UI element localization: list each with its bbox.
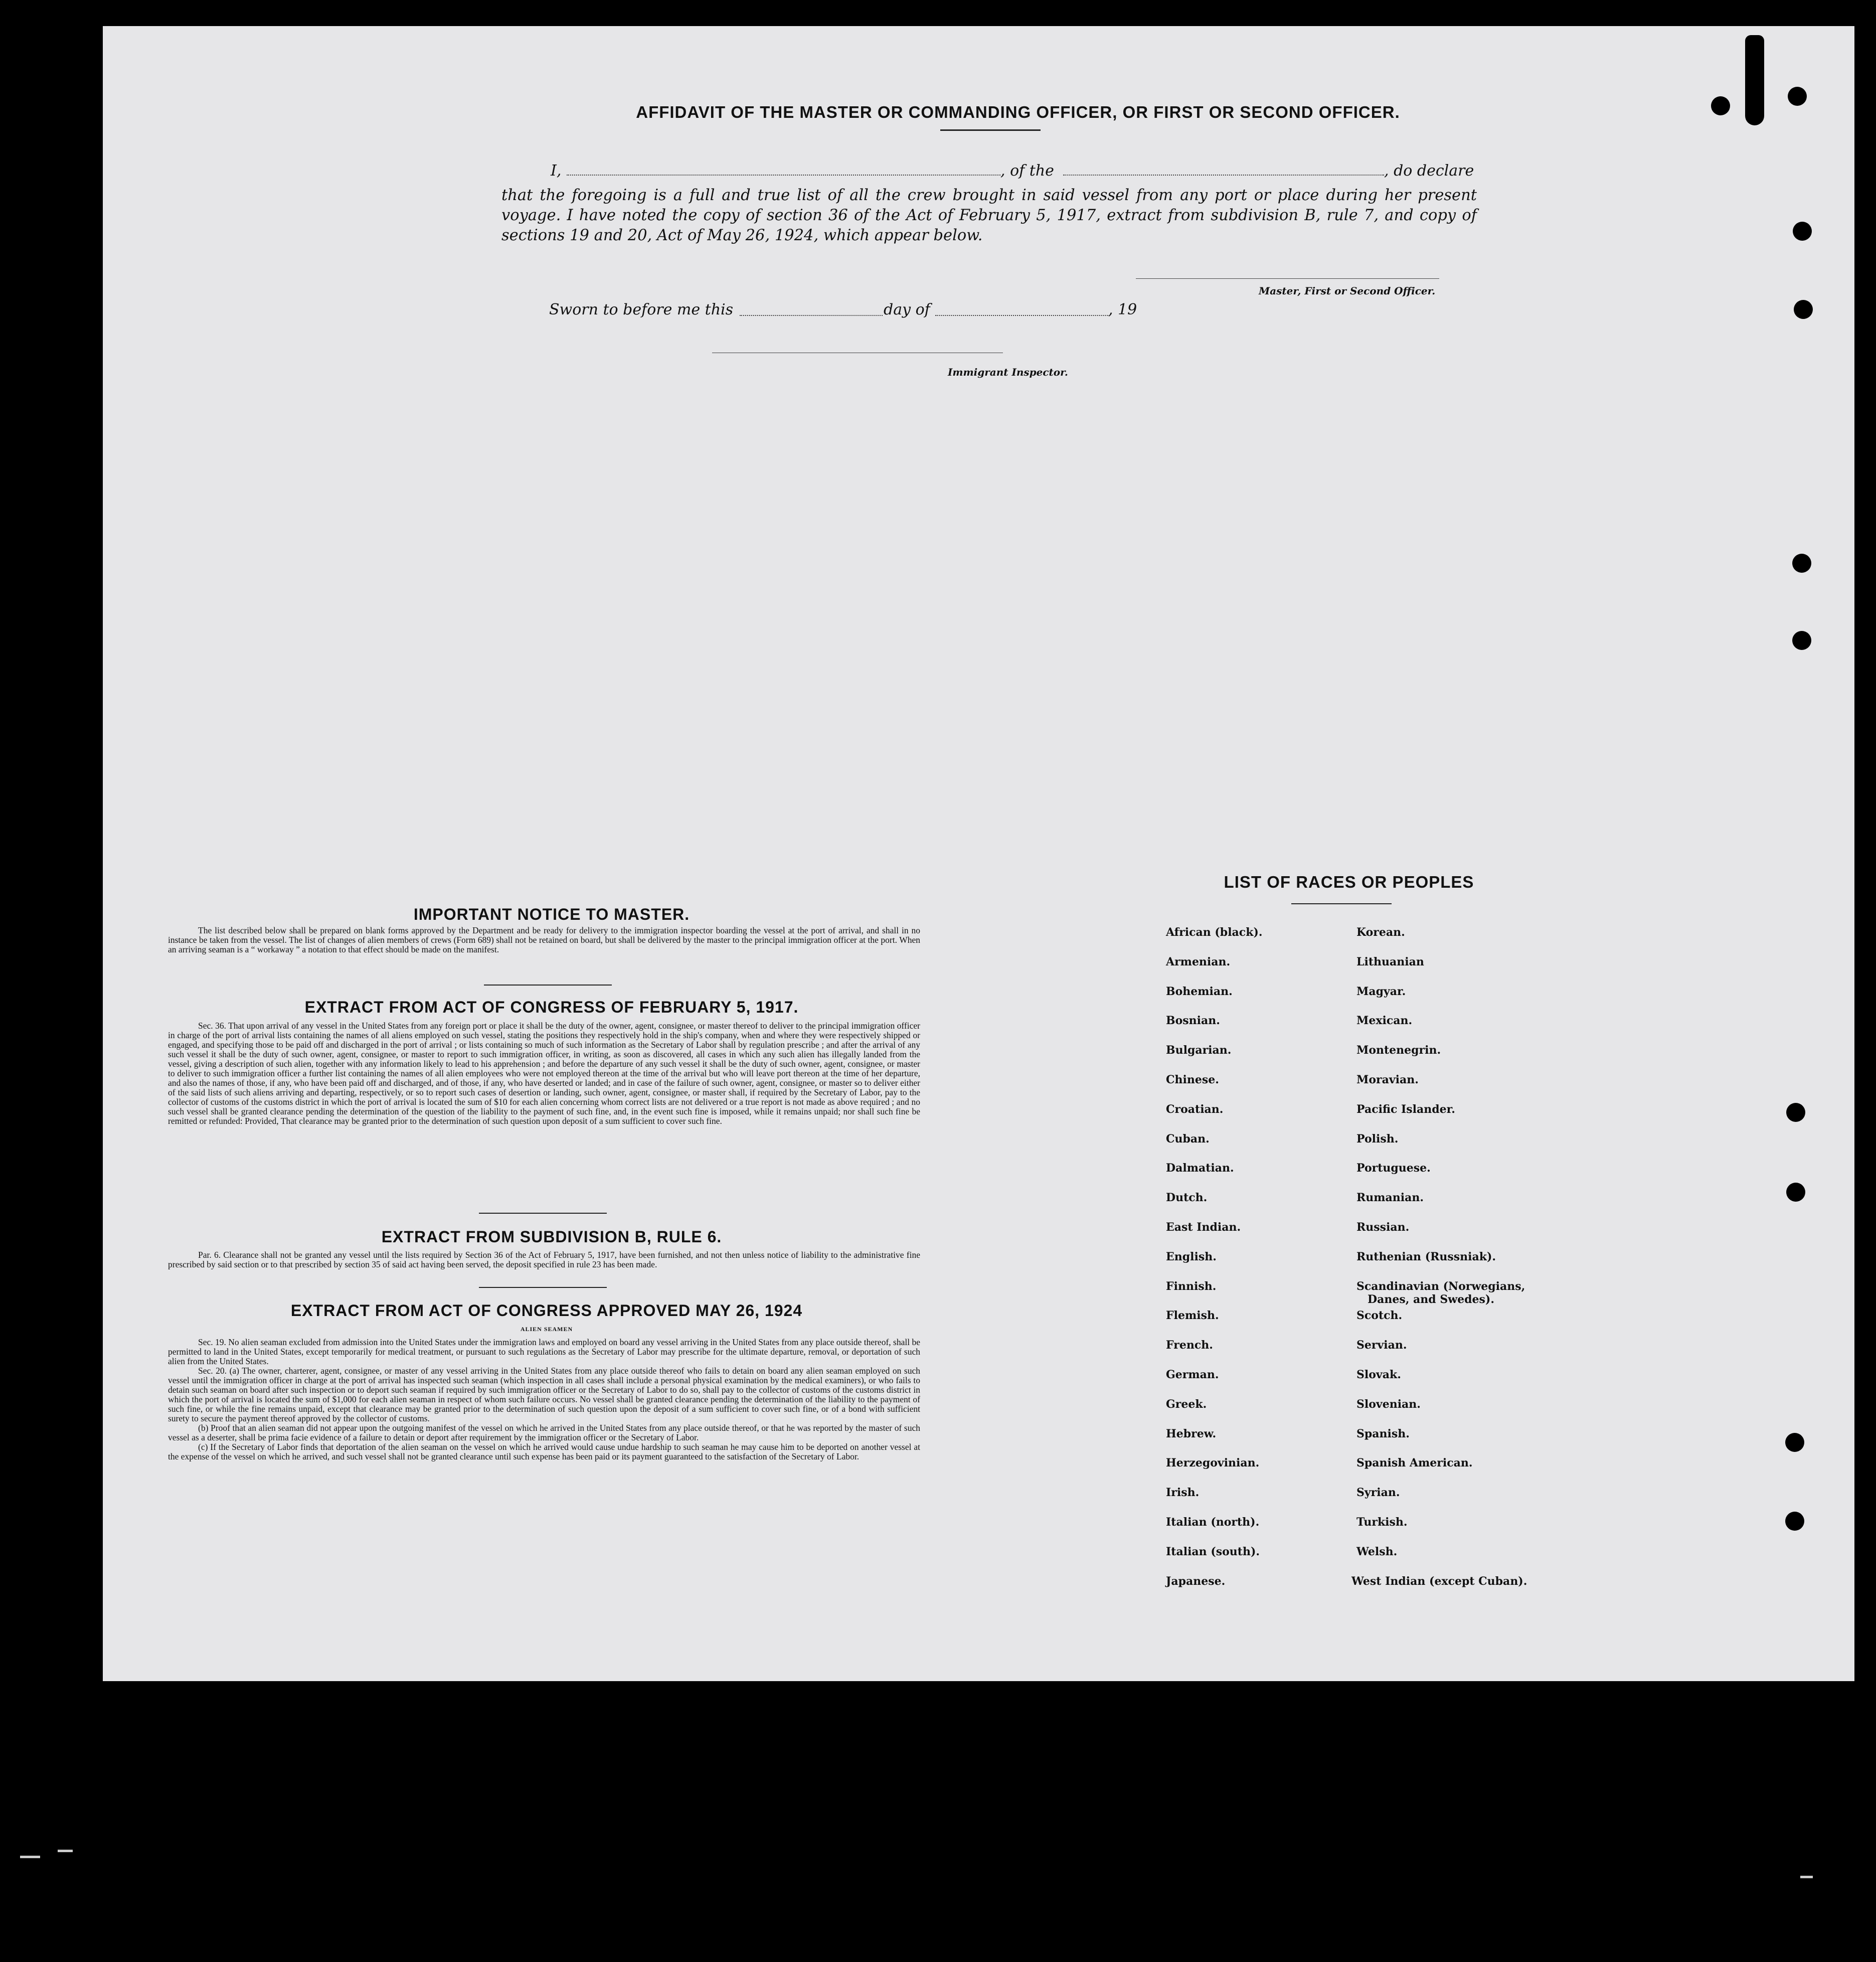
race-right-item: Syrian. [1356,1486,1400,1499]
race-left-item: German. [1166,1368,1219,1381]
affidavit-title: AFFIDAVIT OF THE MASTER OR COMMANDING OFFICER, OR FIRST OR SECOND OFFICER. [636,103,1400,121]
races-title: LIST OF RACES OR PEOPLES [1224,873,1474,891]
punch-hole [1793,222,1812,241]
extract-1924-title: EXTRACT FROM ACT OF CONGRESS APPROVED MAY 26, 1924 [290,1301,803,1320]
race-right-item: Scotch. [1356,1309,1403,1322]
race-left-item: French. [1166,1339,1213,1352]
divider [479,1213,607,1214]
sec20c-text: (c) If the Secretary of Labor finds that deportation of the alien seaman on the vessel on which he arrived would cause undue hardship to such seaman he may cause him to be deported on another vessel at the expense of the vessel on which he arrived, and such vessel shall not be granted clearance until such expense has been paid or its payment guaranteed to the satisfaction of the Secretary of Labor. [168,1442,920,1461]
race-left-item: Dalmatian. [1166,1162,1234,1175]
race-right-item: Slovak. [1356,1368,1401,1381]
race-left-item: Italian (north). [1166,1516,1260,1529]
extract-1917-title: EXTRACT FROM ACT OF CONGRESS OF FEBRUARY 5, 1917. [304,998,799,1016]
race-left-item: Japanese. [1166,1575,1226,1588]
affidavit-i-label: I, [551,162,562,180]
race-right-item: Lithuanian [1356,955,1424,968]
scan-artifact [1800,1876,1813,1878]
race-left-item: Armenian. [1166,955,1231,968]
sworn-day-blank [740,315,883,316]
race-right-item: Montenegrin. [1356,1044,1441,1057]
race-right-item: Mexican. [1356,1014,1413,1027]
sec19-text: Sec. 19. No alien seaman excluded from admission into the United States under the immigration laws and employed on board any vessel arriving in the United States from any place outside thereof, shall be permitted to land in the United States, except temporarily for medical treatment, or pursuant to such regulations as the Secretary of Labor may prescribe for the ultimate departure, removal, or deportation of such alien from the United States. [168,1337,920,1366]
extract-1924-body [168,1338,920,1461]
divider [479,1287,607,1288]
race-right-item-continuation: Danes, and Swedes). [1368,1293,1494,1306]
race-left-item: Dutch. [1166,1191,1208,1204]
notice-body [168,926,920,954]
inspector-caption: Immigrant Inspector. [948,366,1068,378]
sec20a-text: Sec. 20. (a) The owner, charterer, agent, consignee, or master of any vessel arriving in the United States from any place outside thereof who fails to detain on board any alien seaman employed on such vessel until the immigration officer in charge at the port of arrival has inspected such seaman (which inspection in all cases shall include a personal physical examination by the medical examiners), or who fails to detain such seaman on board after such inspection or to deport such seaman if required by such immigration officer or the Secretary of Labor to do so, shall pay to the collector of customs of the customs district in which the port of arrival is located the sum of $1,000 for each alien seaman in respect of whom such failure occurs. No vessel shall be granted clearance pending the determination of the liability to the payment of such fine, or while the fine remains unpaid, except that clearance may be granted prior to the determination of such question upon the deposit of a sum sufficient to cover such fine, or of a bond with sufficient surety to secure the payment thereof approved by the collector of customs. [168,1366,920,1423]
race-left-item: Bosnian. [1166,1014,1220,1027]
race-left-item: Flemish. [1166,1309,1219,1322]
scan-artifact [58,1850,73,1852]
punch-hole [1788,87,1807,106]
of-the-label: , of the [1000,162,1054,180]
sec36-text: Sec. 36. That upon arrival of any vessel in the United States from any foreign port or place it shall be the duty of the owner, agent, consignee, or master thereof to deliver to the principal immigration officer in charge of the port of arrival lists containing the names of all aliens employed on such vessel, stating the positions they respectively hold in the ship's company, when and where they were respectively shipped or engaged, and specifying those to be paid off and discharged in the port of arrival ; or lists containing so much of such information as the Secretary of Labor shall by regulation prescribe ; and after the arrival of any such vessel it shall be the duty of such owner, agent, consignee, or master to report to such immigration officer, in writing, as soon as discovered, all cases in which any such alien has illegally landed from the vessel, giving a description of such alien, together with any information likely to lead to his apprehension ; and before the departure of any such vessel it shall be the duty of such owner, agent, consignee, or master to deliver to such immigration officer a further list containing the names of all alien employees who were not employed thereon at the time of the arrival but who will leave port thereon at the time of her departure, and also the names of those, if any, who have been paid off and discharged, and of those, if any, who have deserted or landed; and in case of the failure of such owner, agent, consignee, or master so to deliver either of the said lists of such aliens arriving and departing, respectively, or so to report such cases of desertion or landing, such owner, agent, consignee, or master shall, if required by the Secretary of Labor, pay to the collector of customs of the customs district in which the port of arrival is located the sum of $10 for each alien concerning whom correct lists are not delivered or a true report is not made as above required ; and no such vessel shall be granted clearance pending the determination of the question of the liability to the payment of such fine, and, in the event such fine is imposed, while it remains unpaid; nor shall such fine be remitted or refunded: Provided, That clearance may be granted prior to the determination of such question upon deposit of a sum sufficient to cover such fine. [168,1021,920,1126]
race-right-item: Ruthenian (Russniak). [1356,1250,1496,1263]
sec20b-text: (b) Proof that an alien seaman did not appear upon the outgoing manifest of the vessel on which he arrived in the United States from any place outside thereof, or that he was reported by the master of such vessel as a deserter, shall be prima facie evidence of a failure to detain or deport after requirement by the immigration officer or the Secretary of Labor. [168,1423,920,1442]
races-underline [1291,903,1392,904]
race-right-item: Korean. [1356,926,1405,939]
race-left-item: Chinese. [1166,1073,1219,1086]
race-left-item: Hebrew. [1166,1427,1217,1440]
race-right-item: Scandinavian (Norwegians, [1356,1280,1525,1293]
race-right-item: Spanish American. [1356,1456,1473,1469]
punch-hole [1792,554,1811,573]
race-left-item: Irish. [1166,1486,1200,1499]
punch-hole [1794,300,1813,319]
race-right-item: Rumanian. [1356,1191,1424,1204]
name-blank [567,175,1000,176]
par6-text: Par. 6. Clearance shall not be granted any vessel until the lists required by Section 36 of the Act of February 5, 1917, have been furnished, and not then unless notice of liability to the administrative fine prescribed by said section or to that prescribed by section 35 of said act having been served, the deposit specified in rule 23 has been made. [168,1250,920,1269]
punch-hole [1785,1433,1804,1452]
declare-label: , do declare [1384,162,1474,180]
race-left-item: Bohemian. [1166,985,1233,998]
race-left-item: East Indian. [1166,1221,1241,1234]
race-left-item: Croatian. [1166,1103,1224,1116]
master-signature-line [1136,278,1439,279]
scan-artifact [20,1856,40,1858]
race-left-item: Finnish. [1166,1280,1217,1293]
race-left-item: Herzegovinian. [1166,1456,1260,1469]
race-right-item: Russian. [1356,1221,1410,1234]
race-right-item: Welsh. [1356,1545,1398,1558]
race-left-item: English. [1166,1250,1217,1263]
race-right-item: Slovenian. [1356,1398,1421,1411]
master-caption: Master, First or Second Officer. [1259,285,1436,297]
vessel-blank [1063,175,1384,176]
extract-rule6-title: EXTRACT FROM SUBDIVISION B, RULE 6. [381,1228,722,1246]
race-left-item: Cuban. [1166,1132,1210,1146]
race-left-item: Greek. [1166,1398,1207,1411]
punch-hole [1786,1183,1805,1202]
extract-1917-body [168,1021,920,1126]
sworn-label: Sworn to before me this [549,301,734,318]
day-of-label: day of [884,301,930,318]
extract-rule6-body [168,1250,920,1269]
race-left-item: African (black). [1166,926,1263,939]
sworn-month-blank [935,315,1108,316]
punch-hole [1785,1512,1804,1531]
race-right-item: Magyar. [1356,985,1406,998]
race-left-item: Bulgarian. [1166,1044,1232,1057]
race-left-item: Italian (south). [1166,1545,1260,1558]
binder-clip [1745,35,1764,125]
race-right-item: West Indian (except Cuban). [1351,1575,1527,1588]
divider [484,985,612,986]
title-underline [940,129,1041,131]
race-right-item: Spanish. [1356,1427,1410,1440]
notice-text: The list described below shall be prepared on blank forms approved by the Department and be ready for delivery to the immigration inspector boarding the vessel at the port of arrival, and shall in no instance be taken from the vessel. The list of changes of alien members of crews (Form 689) shall not be retained on board, but shall be delivered by the master to the principal immigration officer at the port. When an arriving seaman is a “ workaway ” a notation to that effect should be made on the manifest. [168,925,920,954]
race-right-item: Pacific Islander. [1356,1103,1455,1116]
race-right-item: Moravian. [1356,1073,1419,1086]
notice-title: IMPORTANT NOTICE TO MASTER. [413,905,690,923]
alien-seamen-subtitle: ALIEN SEAMEN [520,1326,573,1333]
punch-hole [1711,96,1730,115]
year-label: , 19 [1108,301,1137,318]
punch-hole [1792,631,1811,650]
affidavit-paragraph: that the foregoing is a full and true list of all the crew brought in said vessel from any port or place during her present voyage. I have noted the copy of section 36 of the Act of February 5, 1917, extract from subdivision B, rule 7, and copy of sections 19 and 20, Act of May 26, 1924, which appear below. [501,187,1477,244]
race-right-item: Portuguese. [1356,1162,1431,1175]
punch-hole [1786,1103,1805,1122]
race-right-item: Servian. [1356,1339,1407,1352]
race-right-item: Polish. [1356,1132,1399,1146]
race-right-item: Turkish. [1356,1516,1408,1529]
